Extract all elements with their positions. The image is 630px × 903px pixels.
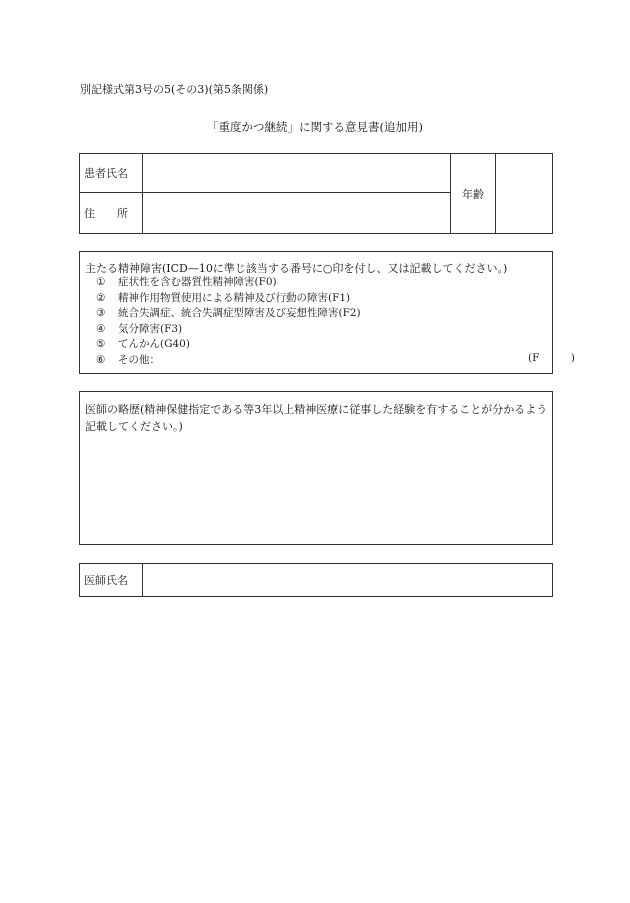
career-instructions: 医師の略歴(精神保健指定である等3年以上精神医療に従事した経験を有することが分かるよう記載してください。) bbox=[85, 403, 548, 433]
item-number: ④ bbox=[96, 322, 106, 335]
patient-name-field[interactable] bbox=[143, 154, 451, 193]
address-label: 住 所 bbox=[80, 193, 143, 234]
age-field[interactable] bbox=[496, 154, 553, 234]
age-label: 年齢 bbox=[451, 154, 496, 234]
diagnosis-item[interactable] bbox=[96, 337, 361, 353]
other-f-code-field[interactable]: (F ) bbox=[528, 352, 575, 364]
diagnosis-item[interactable] bbox=[96, 306, 361, 322]
form-code: 別記様式第3号の5(その3)(第5条関係) bbox=[80, 83, 269, 96]
patient-info-table bbox=[79, 153, 553, 234]
career-box[interactable] bbox=[79, 391, 553, 545]
diagnosis-heading: 主たる精神障害(ICD—10に準じ該当する番号に○印を付し、又は記載してください。) bbox=[85, 262, 508, 275]
item-label: その他： bbox=[118, 353, 160, 366]
doctor-name-field[interactable] bbox=[143, 564, 553, 597]
doctor-name-table bbox=[79, 563, 553, 597]
diagnosis-box bbox=[79, 251, 575, 374]
patient-name-label: 患者氏名 bbox=[80, 154, 143, 193]
diagnosis-item[interactable] bbox=[96, 322, 361, 338]
item-label: 精神作用物質使用による精神及び行動の障害(F1) bbox=[118, 291, 351, 304]
diagnosis-item[interactable] bbox=[96, 275, 361, 291]
doctor-name-label: 医師氏名 bbox=[80, 564, 143, 597]
item-number: ⑥ bbox=[96, 353, 106, 366]
item-label: 症状性を含む器質性精神障害(F0) bbox=[118, 276, 277, 288]
document-title: 「重度かつ継続」に関する意見書(追加用) bbox=[207, 120, 423, 134]
address-field[interactable] bbox=[143, 193, 451, 234]
item-label: 気分障害(F3) bbox=[118, 322, 183, 335]
item-label: 統合失調症、統合失調症型障害及び妄想性障害(F2) bbox=[118, 307, 361, 319]
item-number: ② bbox=[96, 291, 106, 304]
diagnosis-list bbox=[96, 275, 361, 368]
item-label: てんかん(G40) bbox=[118, 338, 190, 350]
item-number: ⑤ bbox=[96, 338, 106, 350]
item-number: ① bbox=[96, 276, 106, 288]
diagnosis-item[interactable] bbox=[96, 353, 361, 369]
item-number: ③ bbox=[96, 307, 106, 319]
diagnosis-item[interactable] bbox=[96, 291, 361, 307]
